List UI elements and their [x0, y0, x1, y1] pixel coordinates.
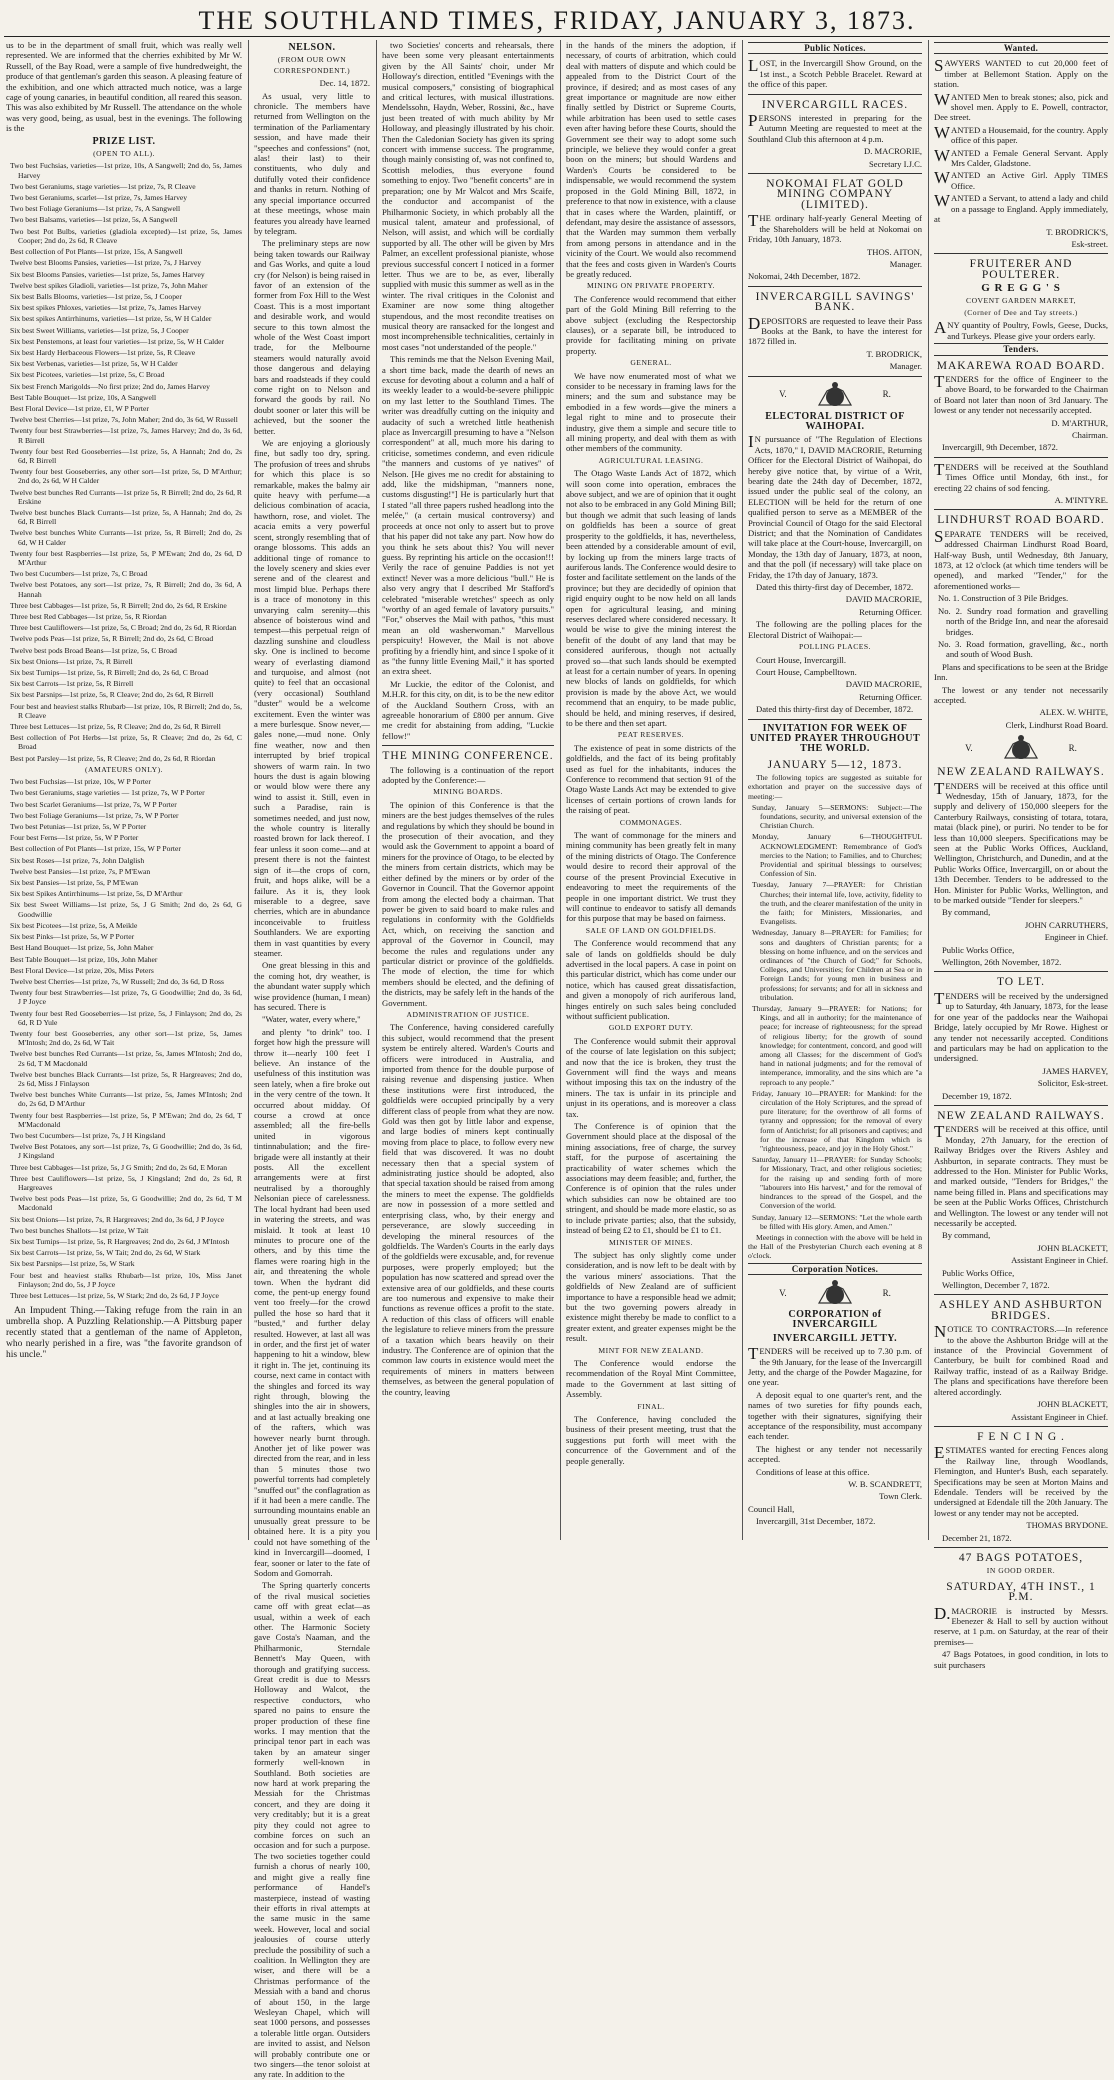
lost-notice: LOST, in the Invercargill Show Ground, on the 1st inst., a Scotch Pebble Bracelet. Reward at the office of this paper.	[748, 56, 922, 90]
jetty-text-4: Conditions of lease at this office.	[756, 1466, 870, 1477]
masthead-rule	[4, 36, 1110, 37]
divider	[748, 376, 922, 377]
private-property-heading: MINING ON PRIVATE PROPERTY.	[587, 281, 715, 291]
minister-text: The subject has only slightly come under consideration, and is now left to be dealt with by the various miners' associations. That the goldfields of New Zealand are of sufficient importance to have a responsible head we admit; but the two governing powers already in existence might thereby be made to conflict to a greater extent, and greater expenses might be the result.	[566, 1249, 736, 1344]
prize-entry: Best pot Parsley—1st prize, 5s, R Cleave; 2nd do, 2s 6d, R Riordan	[10, 753, 216, 763]
justice-heading: ADMINISTRATION OF JUSTICE.	[406, 1009, 530, 1019]
prize-list	[6, 161, 242, 762]
prize-entry: Two best Fuchsias, varieties—1st prize, 10s, A Sangwell; 2nd do, 5s, James Harvey	[10, 161, 242, 180]
column-5	[748, 40, 922, 1540]
column-6	[934, 40, 1108, 1670]
prize-entry: Best Table Bouquet—1st prize, 10s, John Maher	[10, 954, 158, 964]
prize-entry: Six best Onions—1st prize, 7s, R Hargreaves; 2nd do, 3s 6d, J P Joyce	[10, 1214, 225, 1224]
crest-icon	[815, 381, 855, 409]
prize-entry: Six best Hardy Herbaceous Flowers—1st prize, 5s, R Cleave	[10, 347, 196, 357]
seal-letter-v: V.	[779, 389, 787, 400]
gregg-heading: G R E G G ' S	[981, 282, 1061, 295]
prize-list-heading: PRIZE LIST.	[92, 135, 156, 147]
prize-entry: Twelve best spikes Gladioli, varieties—1st prize, 7s, John Maher	[10, 280, 208, 290]
fruiterer-heading: FRUITERER AND POULTERER.	[969, 258, 1073, 281]
agricultural-text: The Otago Waste Lands Act of 1872, which will soon come into operation, embraces the above subject, and we are of opinion that it ought not also to be embraced in any Gold Mining Bill; but though we admit that such leasing of lands on goldfields has been a source of great prosperity to the goldfields, it has, nevertheless, been attended by a considerable amount of evil, by locking up from the miners large tracts of auriferous lands. The Conference would desire to foster and facilitate settlement on the lands of the province; but they are decidedly of opinion that rigid enquiry ought to be now held on all lands open for agricultural leasing, and mining reserves declared where considered necessary. It would be wise to give the mining interest the benefit of the doubt of any land that may be considered auriferous, though not actually proved so—that such lands should be exempted at least for a certain number of years. In opening new blocks of lands on goldfields, for which provision is made by the above Act, we would recommend that an enquiry, to be made public, should be held, and mining reserves, if desired, to be there and then set apart.	[566, 468, 736, 728]
makarewa-date: Invercargill, 9th December, 1872.	[942, 442, 1058, 453]
wanted-ad: WANTED an Active Girl. Apply TIMES Office.	[934, 168, 1108, 191]
prize-entry: Six best Roses—1st prize, 7s, John Dalglish	[10, 855, 145, 865]
nelson-date: Dec. 14, 1872.	[319, 78, 370, 89]
column-divider	[248, 40, 249, 1540]
article-paragraph: The preliminary steps are now being taken towards our Railway and Gas Works, and quite a loud cry (for Nelson) is being raised in favor of an extension of the former from Fox Hill to the West Coast. This is a most important and desirable work, and would secure to this town almost the whole of the West Coast import trade, for the Melbourne steamers would naturally avoid those dangerous and delaying bars and roadsteads if they could come right on to Nelson and forward the goods by rail. No doubt sooner or later this will be achieved, but the sooner the better.	[254, 238, 370, 436]
lindhurst-item: No. 3. Road formation, gravelling, &c., north and south of Wood Bush.	[938, 638, 1108, 660]
article-paragraph: two Societies' concerts and rehearsals, there have been some very pleasant entertainments given by the All Saints' choir, under Mr Holloway's direction, entitled "Evenings with the musical composers," consisting of biographical and critical lectures, with musical illustrations. Mendelssohn, Haydn, Weber, Rossini, &c., have just been treated of with much ability by Mr Holloway, and pleasingly illustrated by his choir. Then the Caledonian Society has given its spring concert with immense success. The programme, though mainly consisting of, was not confined to, Scottish melodies, thus everyone found something to enjoy. Two "benefit concerts" are in preparation; one by Mr Walcot and Mrs Scaife, the conductor and accompanist of the Philharmonic Society, in which probably all the musical talent, amateur and professional, of Nelson, will assist, and which will be cordially supported by all. The other will be given by Mrs Palmer, an excellent professional pianiste, whose previous successful concert I noticed in a former letter. Thus we are to be, as ever, liberally supplied with music this summer as well as in the winter. The rival critiques in the Colonist and Examiner are now some thing altogether stupendous, and the most recondite treatises on musical theory are ransacked for the longest and most incomprehensible technicalities, certainly in most cases "not understanded of the people."	[382, 40, 554, 352]
justice-text: The Conference, having considered carefully this subject, would recommend that the present system be entirely altered. Warden's Courts and officers were introduced in Australia, and imported from thence for the double purpose of raising revenue and dispensing justice. When these institutions were first introduced, the goldfields were occupied principally by a very different class of people from what they are now. Gold was then got by little labor and expense, and large bodies of miners kept continually moving from place to place, to follow every new field that was discovered. It was no doubt necessary then that a special system of administrating justice should be adopted, also that special taxation should be raised from among the miners to meet the expense. The goldfields are now in possession of a more settled and enterprising class, who, by their energy and perseverance, are slowly succeeding in developing the mineral resources of the goldfields. The Warden's Courts in the early days of the goldfields were excusable, and, for revenue purposes, were properly employed; but the population has now scattered and spread over the extensive area of our goldfields, and these courts are too numerous and expensive to make their functions as revenue offices a profit to the state. A reduction of this class of officers will enable the legislature to relieve miners from the pressure of a taxation which bears heavily on their industry. The Conference are of opinion that the common law courts in existence would meet the requirements of miners in matters between themselves, as between the general population of the country, leaving	[382, 1022, 554, 1397]
to-let-date: December 19, 1872.	[942, 1090, 1012, 1101]
prize-entry: Twenty four best Raspberries—1st prize, 5s, P M'Ewan; 2nd do, 2s 6d, T M'Macdonald	[10, 1110, 242, 1129]
nz-railways-2-signature: JOHN BLACKETT,	[1037, 1242, 1108, 1253]
open-to-all-heading: (OPEN TO ALL).	[93, 149, 155, 159]
wanted-ad: WANTED a Servant, to attend a lady and child on a passage to England. Apply immediately, at	[934, 191, 1108, 225]
gregg-text: ANY quantity of Poultry, Fowls, Geese, Ducks, and Turkeys. Please give your orders early.	[934, 318, 1108, 341]
mining-intro: The following is a continuation of the report adopted by the Conference:—	[382, 764, 554, 786]
wanted-ad: WANTED a Female General Servant. Apply Mrs Calder, Gladstone.	[934, 145, 1108, 169]
commonages-text: The want of commonage for the miners and mining community has been greatly felt in many of the mining districts of Otago. The Conference would desire to record their approval of the course of the present Provincial Executive in endeavoring to meet the requirements of the people in one important district. We trust they will continue to endeavor to satisfy all demands for this purpose that may be based on fairness.	[566, 830, 736, 924]
jetty-date: Invercargill, 31st December, 1872.	[756, 1516, 876, 1527]
peat-text: The existence of peat in some districts of the goldfields, and the fact of its being profitably used as fuel for the inhabitants, induces the Conference to recommend that section 91 of the Otago Waste Lands Act may be extended to give licenses of certain portions of crown lands for the raising of peat.	[566, 742, 736, 816]
nokomai-heading: NOKOMAI FLAT GOLD MINING COMPANY (LIMITED).	[766, 178, 904, 211]
waihopai-heading: ELECTORAL DISTRICT OF WAIHOPAI.	[765, 410, 905, 432]
makarewa-heading: MAKAREWA ROAD BOARD.	[936, 359, 1106, 372]
prize-entry: Six best Turnips—1st prize, 5s, R Birrell; 2nd do, 2s 6d, C Broad	[10, 668, 209, 678]
peat-heading: PEAT RESERVES.	[617, 730, 685, 740]
prayer-day-entry: Sunday, January 12—SERMONS: "Let the whole earth be filled with His glory. Amen, and Amen."	[752, 1212, 922, 1231]
ashley-signature: JOHN BLACKETT,	[1037, 1399, 1108, 1410]
prize-entry: Six best Parsnips—1st prize, 5s, W Stark	[10, 1259, 135, 1269]
polling-dated: Dated this thirty-first day of December, 1872.	[756, 704, 914, 715]
prayer-day-entry: Thursday, January 9—PRAYER: for Nations; for Kings, and all in authority; for the maintenance of peace; for increase of righteousness; for the spread of religious liberty; for the growth of sound knowledge; for contentment, concord, and good will among all Classes; for the discernment of God's hand in national judgments; and for the removal of intemperance, immorality, and the sins which are "a reproach to any people."	[752, 1004, 922, 1087]
jetty-text: TENDERS will be received up to 7.30 p.m. of the 9th January, for the lease of the Invercargill Jetty, and the charge of the Powder Magazine, for one year.	[748, 1344, 922, 1388]
seal-letter-r: R.	[1068, 742, 1077, 753]
prize-entry: Six best Onions—1st prize, 7s, R Birrell	[10, 656, 133, 666]
potatoes-date: SATURDAY, 4TH INST., 1 P.M.	[946, 1580, 1096, 1604]
lindhurst-item: No. 1. Construction of 3 Pile Bridges.	[938, 593, 1069, 604]
prize-entry: Two best Foliage Geraniums—1st prize, 7s, A Sangwell	[10, 204, 181, 214]
corporation-arms	[748, 1279, 922, 1307]
prize-entry: Three best Lettuces—1st prize, 5s, R Cleave; 2nd do, 2s 6d, R Birrell	[10, 722, 221, 732]
fencing-heading: F E N C I N G .	[977, 1430, 1065, 1443]
prayer-footer: Meetings in connection with the above will be held in the Hall of the Presbyterian Church each evening at 8 o'clock.	[748, 1232, 922, 1261]
divider	[748, 286, 922, 287]
article-paragraph: One great blessing in this and the coming hot, dry weather, is the abundant water supply which wise providence (human, I mean) has secured. There is	[254, 960, 370, 1012]
nz-railways-2-heading: NEW ZEALAND RAILWAYS.	[937, 1109, 1105, 1122]
sale-heading: SALE OF LAND ON GOLDFIELDS.	[585, 925, 717, 935]
potatoes-text-2: 47 Bags Potatoes, in good condition, in lots to suit purchasers	[934, 1649, 1108, 1670]
divider	[934, 1426, 1108, 1427]
wanted-ads	[934, 58, 1108, 224]
prayer-day-entry: Sunday, January 5—SERMONS: Subject:—The foundations, security, and universal extension of the Christian Church.	[752, 802, 922, 831]
prayer-day-entry: Friday, January 10—PRAYER: for Mankind: for the circulation of the Holy Scriptures, and the spread of pure literature; for the overthrow of all forms of tyranny and oppression; for the removal of every form of Antichrist; for all prisoners and captives; and for the increase of that Kingdom which is "righteousness, peace, and joy in the Holy Ghost."	[752, 1088, 922, 1154]
general-heading: GENERAL.	[630, 358, 672, 368]
waihopai-title: Returning Officer.	[859, 606, 922, 617]
nz-railways-heading: NEW ZEALAND RAILWAYS.	[937, 766, 1105, 779]
prize-entry: Twelve best bunches Black Currants—1st prize, 5s, A Hannah; 2nd do, 2s 6d, R Birrell	[10, 507, 242, 527]
savings-bank-heading: INVERCARGILL SAVINGS' BANK.	[755, 290, 915, 314]
commonages-heading: COMMONAGES.	[619, 817, 683, 827]
prize-entry: Six best Carrots—1st prize, 5s, R Birrell	[10, 679, 134, 689]
ashley-heading: ASHLEY AND ASHBURTON BRIDGES.	[939, 1299, 1103, 1322]
prize-entry: Six best Pansies—1st prize, 5s, P M'Ewan	[10, 878, 139, 888]
prize-entry: Two best Petunias—1st prize, 5s, W P Porter	[10, 822, 147, 832]
tenders-header: Tenders.	[934, 343, 1108, 355]
potatoes-subheading: IN GOOD ORDER.	[986, 1566, 1056, 1576]
prayer-heading: INVITATION FOR WEEK OF UNITED PRAYER THROUGHOUT THE WORLD.	[749, 722, 921, 755]
nokomai-text: THE ordinary half-yearly General Meeting of the Shareholders will be held at Nokomai on Friday, 10th January, 1873.	[748, 211, 922, 245]
savings-bank-text: DEPOSITORS are requested to leave their Pass Books at the Bank, to have the interest for 1872 filled in.	[748, 313, 922, 347]
prize-entry: Twenty four best Red Gooseberries—1st prize, 5s, A Hannah; 2nd do, 2s 6d, R Birrell	[10, 446, 242, 465]
nokomai-title: Manager.	[889, 258, 922, 269]
prize-entry: Twenty four best Gooseberries, any other sort—1st prize, 5s, James M'Intosh; 2nd do, 2s 6d, W Tait	[10, 1028, 242, 1048]
prize-entry: Six best spikes Phloxes, varieties—1st prize, 7s, James Harvey	[10, 303, 202, 313]
article-continuation: us to be in the department of small fruit, which was really well represented. We are informed that the cherries exhibited by Mr W. Russell, of the Bay Road, were a sample of five hundredweight, the produce of that gentleman's garden this season. A pleasing feature of the exhibition, and one which attracted much notice, was a large cage of young canaries, in beautiful condition, all reared this season. This was also exhibited by Mr Russell. The attendance on the whole was very good, being, as usual, best in the evenings. The following is the	[6, 40, 242, 134]
races-text: PERSONS interested in preparing for the Autumn Meeting are requested to meet at the Southland Club this afternoon at 4 p.m.	[748, 111, 922, 144]
races-signature: D. MACRORIE,	[863, 146, 922, 157]
column-1	[6, 40, 242, 1540]
prize-entry: Two best Geraniums, stage varieties — 1st prize, 7s, W P Porter	[10, 788, 205, 798]
prize-entry: Twelve best Pansies—1st prize, 7s, P M'Ewan	[10, 866, 151, 876]
amateur-prize-list	[6, 777, 242, 1300]
lindhurst-title: Clerk, Lindhurst Road Board.	[1005, 719, 1108, 730]
prize-entry: Best Hand Bouquet—1st prize, 5s, John Maher	[10, 943, 154, 953]
gregg-address: (Corner of Dee and Tay streets.)	[964, 307, 1078, 317]
prize-entry: Three best Cauliflowers—1st prize, 5s, J Kingsland; 2nd do, 2s 6d, R Hargreaves	[10, 1173, 242, 1192]
prize-entry: Six best Blooms Pansies, varieties—1st prize, 5s, James Harvey	[10, 269, 205, 279]
southland-tenders-text: TENDERS will be received at the Southland Times Office until Monday, 6th inst., for erecting 22 chains of sod fencing.	[934, 459, 1108, 493]
gregg-subheading: COVENT GARDEN MARKET,	[966, 295, 1076, 305]
mining-boards-text: The opinion of this Conference is that the miners are the best judges themselves of the rules and regulations by which they should be bound in the prosecution of their avocation, and they would ask the Government to appoint a board of miners for the province of Otago, to be elected by the miners from certain districts, which may be either defined by the miners or by order of the Governor in Council. That the Governor appoint from among the elected body a chairman. That power be given to said board to make rules and regulations in conformity with the Goldfields Act, which, on receiving the sanction and approval of the Governor in Council, may become the rules and regulations under any particular district or province of the goldfields. The mode of election, the time for which members should be elected, and the defining of the districts, may be safely left in the hands of the Government.	[382, 799, 554, 1008]
prize-entry: Twelve best bunches White Currants—1st prize, 5s, R Birrell; 2nd do, 2s 6d, W H Calder	[10, 528, 242, 547]
divider	[748, 719, 922, 720]
prize-entry: Six best Carrots—1st prize, 5s, W Tait; 2nd do, 2s 6d, W Stark	[10, 1248, 201, 1258]
polling-intro: The following are the polling places for the Electoral District of Waihopai:—	[748, 619, 922, 640]
prize-entry: Twelve best bunches White Currants—1st prize, 5s, James M'Intosh; 2nd do, 2s 6d, D M'Arthur	[10, 1090, 242, 1109]
prize-entry: Twenty four best Strawberries—1st prize, 7s, James Harvey; 2nd do, 3s 6d, R Birrell	[10, 426, 242, 445]
prize-entry: Three best Lettuces—1st prize, 5s, W Stark; 2nd do, 2s 6d, J P Joyce	[10, 1291, 219, 1300]
wanted-header: Wanted.	[934, 42, 1108, 54]
polling-signature: DAVID MACRORIE,	[845, 679, 922, 690]
prayer-date: JANUARY 5—12, 1873.	[767, 758, 903, 771]
mint-text: The Conference would endorse the recommendation of the Royal Mint Committee, made to the Government at last sitting of Assembly.	[566, 1357, 736, 1400]
mining-boards-heading: MINING BOARDS.	[433, 787, 503, 797]
prize-entry: Two best Pot Bulbs, varieties (gladiola excepted)—1st prize, 5s, James Cooper; 2nd do, 2s 6d, R Cleave	[10, 226, 242, 245]
prize-entry: Two best Geraniums, stage varieties—1st prize, 7s, R Cleave	[10, 181, 196, 191]
lindhurst-items	[934, 593, 1108, 659]
lindhurst-signature: ALEX. W. WHITE,	[1039, 707, 1108, 718]
justice-continued: in the hands of the miners the adoption, if necessary, of courts of arbitration, which could deal with matters of dispute and which could be appealed from to the District Court of the province, if desired; and as most cases of any great importance or magnitude are now either finally settled by District or Supreme Courts, while arbitration has been used to settle cases even after having before these Courts, should the Government see their way to adopt some such principle, we believe they would confer a great boon on the miners; but should Wardens and Warden's Courts be considered to be indispensable, we would recommend the system proposed in the Gold Mining Bill, 1872, in preference to that now in existence, with a clause that in cases where the Warden, plaintiff, or defendant, may desire the assistance of assessors, that the Warden may summon them verbally from among persons in attendance and in the vicinity of the Court. We would also recommend that the fees and costs given in Warden's Courts be greatly reduced.	[566, 40, 736, 279]
southland-tenders-signature: A. M'INTYRE.	[1054, 495, 1108, 506]
polling-heading: POLLING PLACES.	[798, 642, 872, 652]
to-let-text: TENDERS will be received by the undersigned up to Saturday, 4th January, 1873, for the lease for one year of the paddocks near the Waihopai Bridge, lately occupied by Mr Rowe. Highest or any tender not necessarily accepted. Conditions and particulars may be had on application to the undersigned.	[934, 988, 1108, 1064]
prize-entry: Three best Red Cabbages—1st prize, 5s, R Riordan	[10, 612, 167, 621]
minister-heading: MINISTER OF MINES.	[609, 1237, 693, 1247]
prize-entry: Twelve best bunches Red Currants—1st prize, 5s, James M'Intosh; 2nd do, 2s 6d, T M Macdonald	[10, 1049, 242, 1068]
corporation-notices-header: Corporation Notices.	[748, 1263, 922, 1275]
seal-letter-r: R.	[882, 389, 891, 400]
potatoes-heading: 47 BAGS POTATOES,	[958, 1551, 1084, 1564]
sale-text: The Conference would recommend that any sale of lands on goldfields should be duly advertised in the local papers. A case in point on this particular district, which has come under our notice, which has caused great dissatisfaction, and given a monopoly of rich auriferous land, hinges entirely on such sales being concluded without sufficient publication.	[566, 938, 736, 1021]
final-text: The Conference, having concluded the business of their present meeting, trust that the suggestions put forth will meet with the concurrence of the Government and of the people generally.	[566, 1414, 736, 1466]
nz-railways-2-title: Assistant Engineer in Chief.	[1011, 1255, 1108, 1266]
prize-entry: Best collection of Pot Herbs—1st prize, 5s, R Cleave; 2nd do, 2s 6d, C Broad	[10, 733, 242, 752]
nz-railways-2-date: Wellington, December 7, 1872.	[942, 1280, 1050, 1291]
wanted-ad: SAWYERS WANTED to cut 20,000 feet of timber at Bellemont Station. Apply on the station.	[934, 56, 1108, 90]
divider	[382, 745, 554, 746]
fencing-date: December 21, 1872.	[942, 1532, 1012, 1543]
makarewa-title: Chairman.	[1071, 430, 1108, 440]
nz-railways-place: Public Works Office,	[942, 944, 1015, 955]
column-3	[382, 40, 554, 1540]
prize-entry: Twelve best bunches Red Currants—1st prize 5s, R Birrell; 2nd do, 2s 6d, R Erskine	[10, 487, 242, 506]
nz-railways-2-place: Public Works Office,	[942, 1267, 1015, 1278]
wanted-ad: WANTED Men to break stones; also, pick and shovel men. Apply to E. Powell, contractor, Dee street.	[934, 89, 1108, 123]
crest-icon	[815, 1279, 855, 1307]
column-divider	[742, 40, 743, 1540]
nokomai-date: Nokomai, 24th December, 1872.	[748, 271, 861, 282]
general-text: We have now enumerated most of what we consider to be necessary in framing laws for the miners; and the sum and substance may be embodied in a few words—give the miners a legal right to mine and to prosecute their industry, give them a simple and secure title to all mining property, and deal with them as with other members of the community.	[566, 370, 736, 454]
nz-railways-by: By command,	[942, 907, 991, 918]
lindhurst-heading: LINDHURST ROAD BOARD.	[937, 514, 1105, 527]
lindhurst-text-2: Plans and specifications to be seen at the Bridge Inn.	[934, 661, 1108, 683]
corporation-heading: CORPORATION of INVERCARGILL	[788, 1308, 882, 1331]
makarewa-text: TENDERS for the office of Engineer to the above Board, to be forwarded to the Chairman of Board not later than noon of 3rd January. The lowest or any tender not necessarily accepted.	[934, 371, 1108, 416]
prize-entry: Twenty four best Strawberries—1st prize, 7s, G Goodwillie; 2nd do, 3s 6d, J P Joyce	[10, 988, 242, 1007]
column-divider	[928, 40, 929, 1540]
column-2	[254, 40, 370, 2080]
jetty-signature: W. B. SCANDRETT,	[848, 1479, 922, 1490]
mining-conference-heading: THE MINING CONFERENCE.	[382, 750, 554, 763]
nz-railways-text: TENDERS will be received at this office until Wednesday, 15th of January, 1873, for the supply and delivery of 150,000 sleepers for the Canterbury Railways, consisting of totara, totara, matai (black pine), or puriri. No tender to be for less than 10,000 sleepers. Specifications may be seen at the Public Works Offices, Auckland, Wellington, Christchurch, and Dunedin, and at the Public Works Office, Invercargill, on or about the 13th December. Tenders to be addressed to the Hon. Minister for Public Works, Wellington, and to be marked outside "Tender for sleepers."	[934, 778, 1108, 906]
savings-bank-signature: T. BRODRICK,	[866, 348, 922, 359]
nz-railways-2-by: By command,	[942, 1230, 991, 1241]
prize-entry: Four best Ferns—1st prize, 5s, W P Porter	[10, 833, 139, 843]
to-let-signature: JAMES HARVEY,	[1042, 1065, 1108, 1076]
divider	[934, 457, 1108, 458]
prize-entry: Twenty four best Gooseberries, any other sort—1st prize, 5s, D M'Arthur; 2nd do, 2s 6d, W H Calder	[10, 467, 242, 486]
final-heading: FINAL.	[637, 1401, 665, 1411]
amateurs-heading: (AMATEURS ONLY).	[84, 764, 164, 774]
column-4	[566, 40, 736, 1540]
ashley-title: Assistant Engineer in Chief.	[1011, 1411, 1108, 1422]
prayer-intro: The following topics are suggested as suitable for exhortation and prayer on the successive days of meeting:—	[748, 773, 922, 801]
divider	[934, 253, 1108, 254]
ashley-text: NOTICE TO CONTRACTORS.—In reference to the above the Ashburton Bridge will at the instance of the Provincial Government of Canterbury, be built for combined Road and Railway traffic, instead of as a Railway Bridge. The plans and specifications have therefore been altered accordingly.	[934, 1322, 1108, 1397]
nelson-heading: NELSON.	[288, 42, 336, 53]
prize-entry: Best Table Bouquet—1st prize, 10s, A Sangwell	[10, 392, 157, 402]
seal-letter-v: V.	[965, 742, 973, 753]
divider	[934, 1105, 1108, 1106]
article-paragraph: "Water, water, every where,"	[262, 1014, 361, 1025]
prize-entry: Twenty four best Raspberries—1st prize, 5s, P M'Ewan; 2nd do, 2s 6d, D M'Arthur	[10, 548, 242, 567]
jetty-heading: INVERCARGILL JETTY.	[772, 1332, 898, 1344]
prize-entry: Six best Parsnips—1st prize, 5s, R Cleave; 2nd do, 2s 6d, R Birrell	[10, 690, 214, 700]
prayer-days	[748, 803, 922, 1231]
divider	[934, 509, 1108, 510]
prize-entry: Three best Cauliflowers—1st prize, 5s, C Broad; 2nd do, 2s 6d, R Riordan	[10, 623, 237, 633]
prize-entry: Two best Cucumbers—1st prize, 7s, C Broad	[10, 569, 148, 579]
polling-title: Returning Officer.	[859, 691, 922, 702]
prize-entry: Six best Turnips—1st prize, 5s, R Hargreaves; 2nd do, 2s 6d, J M'Intosh	[10, 1236, 230, 1246]
potatoes-text: D.MACRORIE is instructed by Messrs. Ebenezer & Hall to sell by auction without reserve, at 1 p.m. on Saturday, at the rear of their premises—	[934, 1603, 1108, 1647]
article-paragraph: We are enjoying a gloriously fine, but sadly too dry, spring. The profusion of trees and shrubs for which this place is so remarkable, makes the balmy air quite heavy with perfume—a delicious combination of acacia, hawthorn, rose, and violet. The acacia emits a very powerful scent, strongly resembling that of orange blossoms. This adds an additional tinge of romance to the lovely scenery and skies ever serene and of the clearest and most limpid blue. Perhaps there is a trace of monotony in this unvarying calm serenity—this absence of boisterous wind and tempest—this perpetual reign of dazzling sunshine and cloudless sky. One is inclined to become weary of everlasting diamond and turquoise, and almost (not quite) to feel that an occasional (very occasional) Southland "duster" would be a welcome excitement. Even the winter was a mere burlesque. Snow never,—gales none,—mud none. Only fine weather, now and then interrupted by brief tropical showers of warm rain. In two hours the dust is again blowing or would blow were there any wind to assist it. Still, even in such a Paradise, rain is sometimes needed, and just now, the whole country is literally roasted brown for lack thereof. I fear unless it soon come—and at present there is not the faintest sign of it—the crops of corn, fruit, and hops alike, will be a failure. As it is, they look miserable to a degree, save cherries, which are in abundance inconceivable to fruitless Southlanders. We are exporting them in vast quantities by every steamer.	[254, 438, 370, 958]
polling-place: Court House, Invercargill.	[756, 654, 847, 665]
prayer-day-entry: Monday, January 6—THOUGHTFUL ACKNOWLEDGMENT: Remembrance of God's mercies to the Nation; to Families, and to Churches; Providential and spiritual blessings to ourselves; Confession of Sin.	[752, 832, 922, 879]
prize-entry: Best collection of Pot Plants—1st prize, 15s, W P Porter	[10, 844, 181, 854]
prize-entry: Two best Fuchsias—1st prize, 10s, W P Porter	[10, 777, 151, 787]
prize-entry: Six best spikes Antirrhinums, varieties—1st prize, 5s, W H Calder	[10, 314, 212, 324]
divider	[934, 1294, 1108, 1295]
article-paragraph: This reminds me that the Nelson Evening Mail, a short time back, made the dearth of news an excuse for devoting about a column and a half of its weekly leader to a would-be-severe philippic on my last letter to the Southland Times. The writer was dreadfully cutting on the iniquity and audacity of such a wretched little heathenish place as Invercargill presuming to have a "Nelson correspondent" at all, much more his daring to criticise, sometimes condemn, and even ridicule "the manners and customs of ye natives" of Nelson. [He gives me no credit for abstaining to add, like the midshipman, "manners none, customs disgusting!"] He is particularly hurt that I stated "all three papers rushed headlong into the melée," (a certain musical controversy) and proceeds at once not only to assert but to prove that his paper did not take any part. Now how do you think he sets about this? You will never guess. By reprinting his article on the occasion!!! Verily the race of genuine Paddies is not yet extinct! Never was a more delicious "bull." He is also very angry that I described Mr Stafford's celebrated "miserable wretches" speech as only "worthy of an aged female of lavatory pursuits." "For," observes the Mail with pathos, "this must mean an old washerwoman." Marvellous perspicuity! However, the Mail is not above profiting by a friendly hint, and since I spoke of it as "the funny little Evening Mail," it has sported an extra sheet.	[382, 354, 554, 677]
prize-entry: Twelve Best Potatoes, any sort—1st prize, 7s, G Goodwillie; 2nd do, 3s 6d, J Kingsland	[10, 1142, 242, 1161]
prize-entry: Six best Penstemons, at least four varieties—1st prize, 5s, W H Calder	[10, 336, 224, 346]
prize-entry: Six best French Marigolds—No first prize; 2nd do, James Harvey	[10, 381, 210, 391]
lindhurst-text: SEPARATE TENDERS will be received, addressed Chairman Lindhurst Road Board, Half-way Bush, until Wednesday, 8th January, 1873, at 12 o'clock (at which time tenders will be opened), and marked "Tender," for the aforementioned works—	[934, 526, 1108, 591]
prize-entry: Two best Cucumbers—1st prize, 7s, J H Kingsland	[10, 1130, 166, 1140]
fencing-text: ESTIMATES wanted for erecting Fences along the Railway line, through Woodlands, Flemington, and Hunter's Bush, each separately. Specifications may be seen at Morton Mains and Edendale. Tenders will be received by the undersigned at Edendale till the 20th January. The lowest or any tender may not be accepted.	[934, 1443, 1108, 1518]
prize-entry: Six best Picotees, varieties—1st prize, 5s, C Broad	[10, 370, 165, 380]
export-duty-text-2: The Conference is of opinion that the Government should place at the disposal of the mining associations, free of charge, the survey staff, for the purpose of ascertaining the practicability of water schemes which the associations may deem feasible; and, further, the Conference is of opinion that the rules under which subsidies can now be obtained are too stringent, and should be made more elastic, so as to include private parties; also, that the subsidy, instead of being £2 to £1, should be £1 to £1.	[566, 1121, 736, 1236]
divider	[748, 94, 922, 95]
savings-bank-title: Manager.	[889, 361, 922, 372]
nelson-article	[254, 91, 370, 2080]
divider	[748, 173, 922, 174]
nelson-article-continued	[382, 40, 554, 741]
wanted-signature: T. BRODRICK'S,	[1046, 226, 1108, 237]
divider	[934, 971, 1108, 972]
nz-railways-title: Engineer in Chief.	[1044, 932, 1108, 943]
export-duty-text: The Conference would submit their approval of the course of late legislation on this subject; and now that the ice is broken, they trust the Government will find the ways and means without imposing this tax on the industry of the miners. The tax is unfair in its principle and unjust in its operations, and is moreover a class tax.	[566, 1035, 736, 1119]
prize-entry: Twelve best pods Broad Beans—1st prize, 5s, C Broad	[10, 645, 177, 655]
export-duty-heading: GOLD EXPORT DUTY.	[608, 1023, 694, 1033]
waihopai-text: IN pursuance of "The Regulation of Elections Acts, 1870," I, DAVID MACRORIE, Returning Officer for the Electoral District of Waihopai, do hereby give notice that, by virtue of a Writ, bearing date the 24th day of December, 1872, issued under the public seal of the colony, an ELECTION will be held for the return of one qualified person to serve as a MEMBER of the Provincial Council of Otago for the said Electoral District; and that the Nomination of Candidates will take place at the Court-house, Invercargill, on Monday, the 13th day of January, 1873, at noon, and that the poll (if necessary) will take place on Friday, the 17th day of January, 1873.	[748, 432, 922, 580]
nz-railways-date: Wellington, 26th November, 1872.	[942, 957, 1062, 968]
nelson-byline: (FROM OUR OWN CORRESPONDENT.)	[273, 55, 351, 75]
article-paragraph: Mr Luckie, the editor of the Colonist, and M.H.R. for this city, on dit, is to be the new editor of the Auckland Southern Cross, with an agreeable honorarium of £800 per annum. Give me credit for abstaining from adding, "Luckie fellow!"	[382, 678, 554, 741]
article-paragraph: As usual, very little to chronicle. The members have returned from Wellington on the termination of the Parliamentary session, and have made their "speeches and confessions" (not, alas! their last) to their constituents, who duly and dutifully voted their confidence and thanks in return. Nothing of any special importance occurred at these meetings, whose main features you already have learned by telegram.	[254, 90, 370, 236]
to-let-title: Solicitor, Esk-street.	[1037, 1078, 1108, 1089]
column-divider	[376, 40, 377, 1540]
polling-place: Court House, Campbelltown.	[756, 666, 857, 677]
divider	[934, 1547, 1108, 1548]
wanted-ad: WANTED a Housemaid, for the country. Apply office of this paper.	[934, 122, 1108, 146]
prize-entry: Six best Pinks—1st prize, 5s, W P Porter	[10, 932, 135, 942]
impudent-paragraph: An Impudent Thing.—Taking refuge from the rain in an umbrella shop. A Puzzling Relationship.—A Pittsburg paper recently stated that a gentleman of the name of Appleton, who nearly perished in a fire, was "the favorite grandson of his uncle."	[6, 1306, 242, 1361]
masthead-title: THE SOUTHLAND TIMES, FRIDAY, JANUARY 3, 1873.	[198, 6, 916, 35]
royal-arms	[934, 734, 1108, 762]
prize-entry: Twelve best pods Peas—1st prize, 5s, G Goodwillie; 2nd do, 2s 6d, T M Macdonald	[10, 1194, 242, 1213]
jetty-place: Council Hall,	[748, 1503, 795, 1514]
fencing-signature: THOMAS BRYDONE.	[1026, 1520, 1108, 1531]
lindhurst-text-3: The lowest or any tender not necessarily accepted.	[934, 684, 1108, 705]
prize-entry: Six best Sweet Williams—1st prize, 5s, J G Smith; 2nd do, 2s 6d, G Goodwillie	[10, 900, 242, 919]
lindhurst-item: No. 2. Sundry road formation and gravelling north of the Bridge Inn, and near the aforesaid bridges.	[938, 605, 1108, 637]
article-paragraph: and plenty "to drink" too. I forget how high the pressure will throw it—nearly 100 feet I believe. An instance of the usefulness of this institution was seen lately, when a fire broke out in the very centre of the town. It occurred about midday. Of course a crowd at once assembled; all the fire-bells united in vigorous tintinnabulation; and the fire-brigade were all instantly at their posts. All the excellent arrangements were at first neutralised by a thoroughly Nelsonian piece of carelessness. The local hydrant had been used in watering the streets, and was mislaid. It took at least 10 minutes to procure one of the others, and by this time the flames were roaring high in the air, and threatening the whole town. When the hydrant did come, the pent-up energy found vent too freely—for the crowd pulled the hose so hard that it "busted," and further delay resulted. However, at last all was in order, and the first jet of water happening to hit a window, blew it right in. The jet, continuing its course, next came in contact with the shingles and forced its way right through, blowing the shingles into the air in showers, and at last actually breaking one of the rafters, which was however nearly burnt through. Another jet of like power was directed from the rear, and in less than 5 minutes those two powerful torrents had completely "snuffed out" the conflagration as if it had been a mere candle. The surrounding mountains enable an unusually great pressure to be obtained here. It is a pity you could not have something of the kind in Invercargill—doomed, I fear, sooner or later to the fate of Sodom and Gomorrah.	[254, 1026, 370, 1578]
article-paragraph: The Spring quarterly concerts of the rival musical societies came off with great eclat—as usual, within a week of each other. The Harmonic Society gave Costa's Naaman, and the Philharmonic, Sterndale Bennett's May Queen, with thorough and gratifying success. Great credit is due to Messrs Holloway and Walcot, the respective conductors, who spared no pains to ensure the proper production of these fine works. I may mention that the principal tenor part in each was taken by an amateur singer formerly well-known in Southland. Both societies are now hard at work preparing the Messiah for the Christmas concert, and they are doing it very creditably; but it is a great pity they could not agree to combine forces on such an occasion and for such a purpose. The two societies together could furnish a chorus of nearly 100, and might give a really fine performance of Handel's masterpiece, instead of wasting their efforts in rival attempts at the same music in the same week. However, local and social jealousies of course utterly preclude the possibility of such a coalition. In Wellington they are wiser, and there will be a Christmas performance of the Messiah with a band and chorus of about 150, in the large Wesleyan Chapel, which will seat 1000 persons, and possesses a tolerable little organ. Outsiders are invited to assist, and Nelson will probably contribute one or two singers—the tenor soloist at any rate. In addition to the	[254, 1580, 370, 2080]
prize-entry: Best Floral Device—1st prize, 20s, Miss Peters	[10, 965, 154, 975]
seal-letter-r: R.	[882, 1287, 891, 1298]
to-let-heading: TO LET.	[996, 976, 1046, 989]
prize-entry: Two best Foliage Geraniums—1st prize, 7s, W P Porter	[10, 810, 179, 820]
prize-entry: Twelve best bunches Black Currants—1st prize, 5s, R Hargreaves; 2nd do, 2s 6d, Miss J Finlayson	[10, 1069, 242, 1088]
crest-icon	[1001, 734, 1041, 762]
prize-entry: Two best Scarlet Geraniums—1st prize, 7s, W P Porter	[10, 799, 177, 809]
prize-entry: Six best Balls Blooms, varieties—1st prize, 5s, J Cooper	[10, 291, 182, 301]
prize-entry: Two best bunches Shallots—1st prize, W Tait	[10, 1225, 149, 1235]
makarewa-signature: D. M'ARTHUR,	[1051, 417, 1108, 428]
prize-entry: Three best Cabbages—1st prize, 5s, R Birrell; 2nd do, 2s 6d, R Erskine	[10, 600, 227, 610]
private-property-text: The Conference would recommend that either part of the Gold Mining Bill referring to the above subject (excluding the Respectorship clauses), or a separate bill, be introduced to provide for facilitating mining on private property.	[566, 293, 736, 356]
prize-entry: Four best and heaviest stalks Rhubarb—1st prize, 10s, R Birrell; 2nd do, 5s, R Cleave	[10, 701, 242, 720]
column-divider	[560, 40, 561, 1540]
public-notices-header: Public Notices.	[748, 42, 922, 54]
prize-entry: Twelve best Potatoes, any sort—1st prize, 7s, R Birrell; 2nd do, 3s 6d, A Hannah	[10, 580, 242, 599]
prize-entry: Six best Verbenas, varieties—1st prize, 5s, W H Calder	[10, 359, 178, 369]
prize-entry: Best Floral Device—1st prize, £1, W P Porter	[10, 403, 149, 413]
seal-letter-v: V.	[779, 1287, 787, 1298]
races-heading: INVERCARGILL RACES.	[761, 98, 909, 111]
agricultural-heading: AGRICULTURAL LEASING.	[598, 455, 704, 465]
prize-entry: Three best Cabbages—1st prize, 5s, J G Smith; 2nd do, 2s 6d, E Moran	[10, 1162, 228, 1172]
prize-entry: Twelve best Cherries—1st prize, 7s, John Maher; 2nd do, 3s 6d, W Russell	[10, 415, 238, 425]
jetty-text-3: The highest or any tender not necessarily accepted.	[748, 1443, 922, 1465]
prayer-day-entry: Wednesday, January 8—PRAYER: for Families; for sons and daughters of Christian parents; for a blessing on home influence, and on the services and ordinances of "the Church of God;" for Schools, Colleges, and Universities; for Children at Sea or in Foreign Lands; for young men in business and professions; for servants; and for all in sickness and tribulation.	[752, 928, 922, 1002]
races-title: Secretary I.J.C.	[869, 158, 922, 169]
prize-entry: Two best Geraniums, scarlet—1st prize, 7s, James Harvey	[10, 193, 188, 203]
jetty-text-2: A deposit equal to one quarter's rent, and the names of two sureties for fifty pounds each, together with their signatures, signifying their acceptance of the responsibility, must accompany each tender.	[748, 1389, 922, 1442]
royal-arms	[748, 381, 922, 409]
prize-entry: Twenty four best Red Gooseberries—1st prize, 5s, J Finlayson; 2nd do, 2s 6d, R D Yule	[10, 1008, 242, 1027]
prize-entry: Six best Spikes Antirrhinums—1st prize, 5s, D M'Arthur	[10, 889, 183, 899]
nokomai-signature: THOS. AITON,	[867, 246, 922, 257]
prize-entry: Best collection of Pot Plants—1st prize, 15s, A Sangwell	[10, 247, 183, 257]
prize-entry: Four best and heaviest stalks Rhubarb—1st prize, 10s, Miss Janet Finlayson; 2nd do, 5s, J P Joyce	[10, 1270, 242, 1289]
prize-entry: Six best Sweet Williams, varieties—1st prize, 5s, J Cooper	[10, 325, 189, 335]
prize-entry: Six best Picotees—1st prize, 5s, A Meikle	[10, 920, 138, 930]
prayer-day-entry: Saturday, January 11—PRAYER: for Sunday Schools; for Missionary, Tract, and other religious societies; for the raising up and sending forth of more "labourers into His harvest," and for the removal of hindrances to the spread of the Gospel, and the Conversion of the world.	[752, 1155, 922, 1211]
prize-entry: Twelve best Blooms Pansies, varieties—1st prize, 7s, J Harvey	[10, 258, 202, 268]
nz-railways-2-text: TENDERS will be received at this office, until Monday, 27th January, for the erection of Railway Bridges over the Rivers Ashley and Ashburton, in separate contracts. They must be addressed to the Hon. Minister for Public Works, and marked outside, "Tenders for Bridges," the name being filled in. Plans and specifications may be seen at the Public Works Offices, Christchurch and Wellington. The lowest or any tender will not necessarily be accepted.	[934, 1122, 1108, 1228]
prayer-day-entry: Tuesday, January 7—PRAYER: for Christian Churches; their internal life, love, activity, fidelity to the truth, and the clearer manifestation of the unity in the faith; for Ministers, Missionaries, and Evangelists.	[752, 880, 922, 927]
mint-heading: MINT FOR NEW ZEALAND.	[598, 1345, 704, 1355]
prize-entry: Twelve pods Peas—1st prize, 5s, R Birrell; 2nd do, 2s 6d, C Broad	[10, 634, 214, 644]
waihopai-dated: Dated this thirty-first day of December, 1872.	[756, 582, 914, 593]
prize-entry: Two best Balsams, varieties—1st prize, 5s, A Sangwell	[10, 215, 178, 225]
prize-entry: Twelve best Cherries—1st prize, 7s, W Russell; 2nd do, 3s 6d, D Ross	[10, 976, 224, 986]
nz-railways-signature: JOHN CARRUTHERS,	[1024, 919, 1108, 930]
wanted-address: Esk-street.	[1071, 238, 1108, 249]
jetty-title: Town Clerk.	[879, 1491, 922, 1502]
waihopai-signature: DAVID MACRORIE,	[845, 594, 922, 605]
